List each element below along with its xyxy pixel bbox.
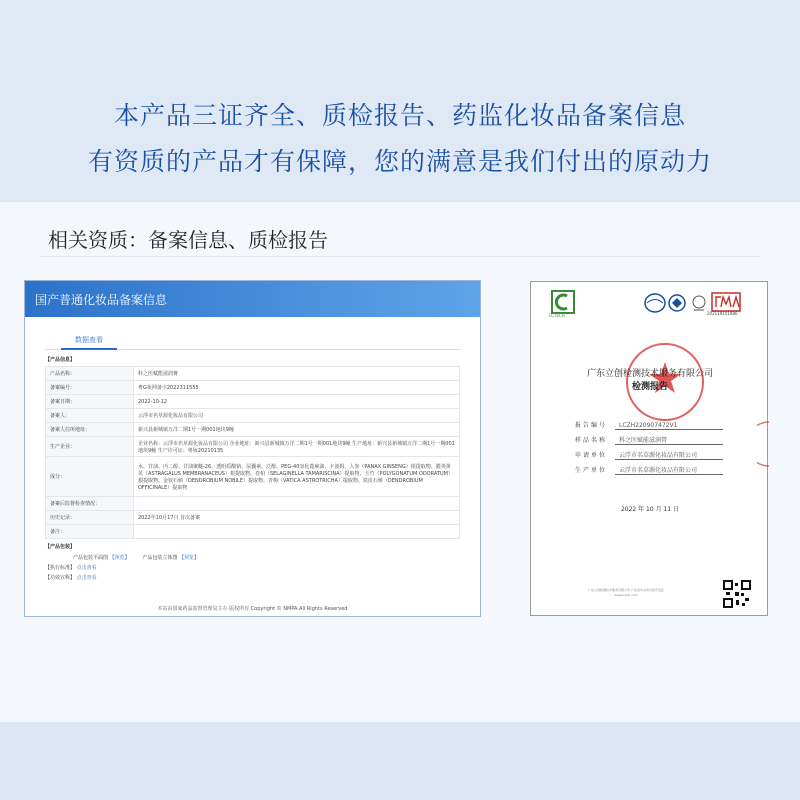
cma-code: 202119101986 <box>707 311 738 316</box>
product-info-table <box>45 366 460 539</box>
table-row <box>46 423 460 437</box>
row-key: 备案后监督检查情况： <box>46 497 134 511</box>
bottom-band <box>0 722 800 800</box>
table-row <box>46 395 460 409</box>
lctech-logo-text: LCTECH <box>549 313 565 318</box>
ilac-mra-icon <box>643 292 667 314</box>
packaging-flat-preview-link[interactable]: 【预览】 <box>109 555 130 561</box>
field-value: 云浮市名草源化妆品有限公司 <box>615 465 723 475</box>
packaging-label: 【产品包装】 <box>45 544 76 550</box>
field-key: 报告编号 <box>575 422 608 429</box>
row-key: 历史记录： <box>46 511 134 525</box>
report-field <box>575 465 723 475</box>
row-value <box>134 497 460 511</box>
testing-accreditation-icon <box>691 292 707 314</box>
table-row <box>46 381 460 395</box>
headline-line-1: 本产品三证齐全、质检报告、药监化妆品备案信息 <box>113 101 686 130</box>
section-title: 相关资质：备案信息、质检报告 <box>48 228 328 252</box>
qr-code-icon <box>723 580 751 608</box>
row-value: 科之医赋能滋润膏 <box>134 367 460 381</box>
row-value <box>134 525 460 539</box>
field-value: 云浮市名草源化妆品有限公司 <box>615 450 723 460</box>
field-key: 生产单位 <box>575 467 608 474</box>
row-key: 备案编号： <box>46 381 134 395</box>
report-date: 2022 年 10 月 11 日 <box>620 506 680 513</box>
headline-line-2: 有资质的产品才有保障，您的满意是我们付出的原动力 <box>87 147 712 176</box>
row-value: 企业名称：云浮市名草源化妆品有限公司 企业地址：新兴县新城镇万洋二期1号一期001地块9幢 生产地址：新兴县新城镇万洋二期1号一期001地块9幢 生产许可证：粤妆20210135 <box>134 437 460 457</box>
field-key: 申请单位 <box>575 452 608 459</box>
row-value: 2022年10月17日 首次备案 <box>134 511 460 525</box>
row-value: 2022-10-12 <box>134 395 460 409</box>
packaging-3d-label: 产品包装立体图 <box>142 555 178 561</box>
report-field <box>575 420 723 430</box>
packaging-flat-label: 产品包装平面图 <box>73 555 109 561</box>
efficacy-link[interactable]: 点击查看 <box>76 575 97 581</box>
row-key: 生产企业： <box>46 437 134 457</box>
efficacy-label: 【功效宣称】 <box>45 575 76 581</box>
report-company: 广东立创检测技术服务有限公司 <box>586 369 713 379</box>
table-row <box>46 437 460 457</box>
report-panel <box>530 281 768 616</box>
lctech-logo-icon <box>551 290 575 314</box>
table-row <box>46 511 460 525</box>
product-info-label: 【产品信息】 <box>45 357 76 363</box>
row-key: 备案人住所地址： <box>46 423 134 437</box>
report-footer: 广东立创检测技术服务有限公司 广东省中山市火炬开发区 www.lcech.com <box>588 588 664 597</box>
row-value: 水、甘油、丙二醇、甘油聚醚-26、透明质酸钠、尿囊素、泛醇、PEG-40氢化蓖麻油、卡波姆、人参（PANAX GINSENG）根提取物、膜荚黄芪（ASTRAGALUS MEMBRANACEUS）根提取物、卷柏（SELAGINELLA TAMARISCINA）提取物、玉竹（POLYGONATUM ODORATUM）根提取物、金钗石斛（DENDROBIUM NOBILE）提取物、青梅（VATICA ASTROTRICHA）提取物、铁皮石斛（DENDROBIUM OFFICINALE）提取物 <box>134 457 460 497</box>
row-key: 成分： <box>46 457 134 497</box>
field-value: 科之医赋能滋润膏 <box>615 435 723 445</box>
field-key: 样品名称 <box>575 437 608 444</box>
row-value: 云浮市名草源化妆品有限公司 <box>134 409 460 423</box>
table-row <box>46 525 460 539</box>
registration-footer: 本站由国家药品监督管理局主办 版权所有 Copyright © NMPA All Rights Reserved <box>157 606 348 612</box>
standard-link[interactable]: 点击查看 <box>76 565 97 571</box>
row-key: 备案日期： <box>46 395 134 409</box>
table-row <box>46 457 460 497</box>
row-value: 粤G妆网备字2022311555 <box>134 381 460 395</box>
row-key: 备案人： <box>46 409 134 423</box>
row-key: 产品名称： <box>46 367 134 381</box>
table-row <box>46 367 460 381</box>
report-title: 检测报告 <box>631 382 668 392</box>
efficacy-row <box>45 574 460 581</box>
registration-header: 国产普通化妆品备案信息 <box>25 281 480 317</box>
section-divider <box>40 256 760 257</box>
table-row <box>46 409 460 423</box>
registration-body <box>25 317 480 594</box>
report-field <box>575 450 723 460</box>
packaging-row <box>73 554 460 561</box>
packaging-3d-preview-link[interactable]: 【预览】 <box>178 555 199 561</box>
tab-data-view[interactable]: 数据查看 <box>61 332 117 350</box>
field-value: LCZH220907472V1 <box>615 422 723 430</box>
standard-row <box>45 564 460 571</box>
partial-seal-icon <box>757 420 769 468</box>
row-value: 新兴县新城镇万洋二期1号一期001地块9幢 <box>134 423 460 437</box>
row-key: 备注： <box>46 525 134 539</box>
report-field <box>575 435 723 445</box>
cnas-icon <box>667 292 691 314</box>
table-row <box>46 497 460 511</box>
standard-label: 【执行标准】 <box>45 565 76 571</box>
registration-panel <box>24 280 481 617</box>
